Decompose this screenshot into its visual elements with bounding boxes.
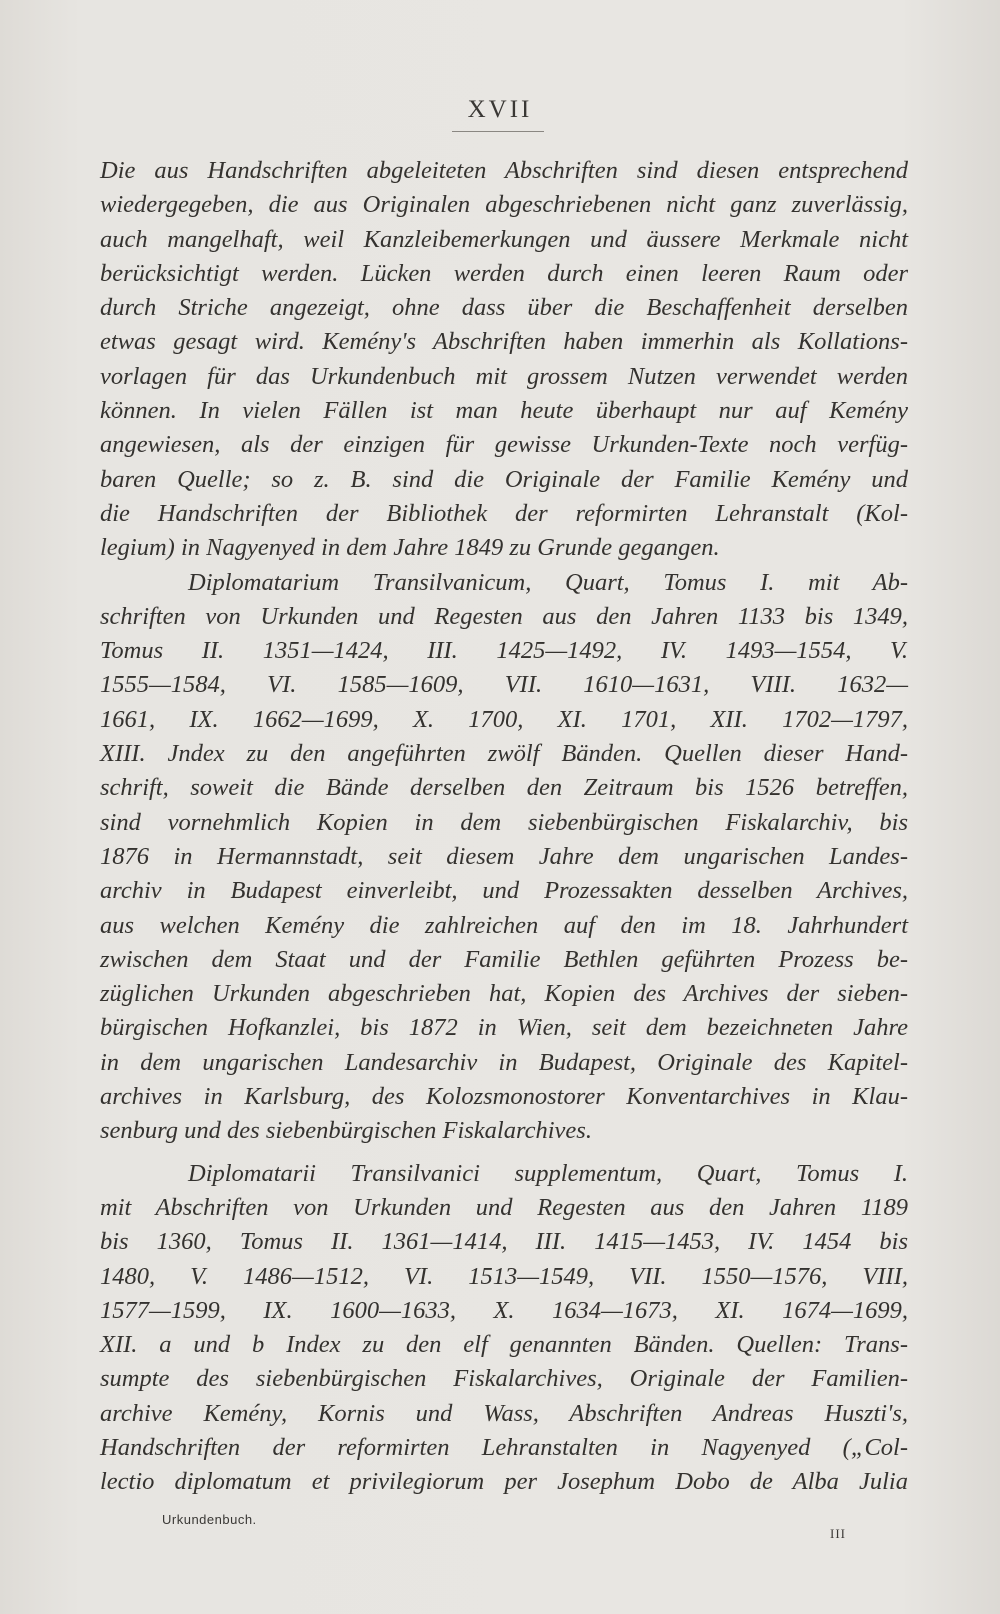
page-number: XVII	[467, 96, 533, 123]
text-line: 1480, V. 1486—1512, VI. 1513—1549, VII. 1550—1576, VIII,	[100, 1262, 908, 1290]
text-line: XIII. Jndex zu den angeführten zwölf Bänden. Quellen dieser Hand-	[100, 740, 908, 768]
text-line: schrift, soweit die Bände derselben den Zeitraum bis 1526 betreffen,	[100, 774, 908, 802]
text-line: senburg und des siebenbürgischen Fiskalarchives.	[100, 1117, 592, 1145]
text-line: zwischen dem Staat und der Familie Bethlen geführten Prozess be-	[100, 945, 908, 973]
text-line: Tomus II. 1351—1424, III. 1425—1492, IV. 1493—1554, V.	[100, 637, 908, 665]
text-line: züglichen Urkunden abgeschrieben hat, Kopien des Archives der sieben-	[100, 980, 908, 1008]
text-line: bürgischen Hofkanzlei, bis 1872 in Wien, seit dem bezeichneten Jahre	[100, 1014, 908, 1042]
body-text	[100, 154, 908, 1500]
text-line: können. In vielen Fällen ist man heute überhaupt nur auf Kemény	[100, 397, 908, 425]
text-line: etwas gesagt wird. Kemény's Abschriften haben immerhin als Kollations-	[100, 328, 908, 356]
text-line: 1577—1599, IX. 1600—1633, X. 1634—1673, XI. 1674—1699,	[100, 1296, 908, 1324]
text-line: 1555—1584, VI. 1585—1609, VII. 1610—1631, VIII. 1632—	[100, 671, 908, 699]
text-line: archives in Karlsburg, des Kolozsmonostorer Konventarchives in Klau-	[100, 1083, 908, 1111]
text-line: berücksichtigt werden. Lücken werden durch einen leeren Raum oder	[100, 259, 908, 287]
text-line: Handschriften der reformirten Lehranstalten in Nagyenyed („Col-	[100, 1433, 908, 1461]
text-line: mit Abschriften von Urkunden und Regesten aus den Jahren 1189	[100, 1193, 908, 1221]
sheet-number: III	[830, 1526, 846, 1541]
text-line: schriften von Urkunden und Regesten aus den Jahren 1133 bis 1349,	[100, 602, 908, 630]
text-line: vorlagen für das Urkundenbuch mit grossem Nutzen verwendet werden	[100, 362, 908, 390]
text-line: XII. a und b Index zu den elf genannten Bänden. Quellen: Trans-	[100, 1331, 908, 1359]
text-line: baren Quelle; so z. B. sind die Originale der Familie Kemény und	[100, 465, 908, 493]
text-line: legium) in Nagyenyed in dem Jahre 1849 zu Grunde gegangen.	[100, 534, 720, 562]
paragraph-gap	[100, 1149, 908, 1157]
text-line: die Handschriften der Bibliothek der reformirten Lehranstalt (Kol-	[100, 499, 908, 527]
text-line: sind vornehmlich Kopien in dem siebenbürgischen Fiskalarchiv, bis	[100, 808, 908, 836]
text-line: Diplomatarii Transilvanici supplementum, Quart, Tomus I.	[188, 1159, 908, 1187]
text-line: durch Striche angezeigt, ohne dass über die Beschaffenheit derselben	[100, 294, 908, 322]
text-line: aus welchen Kemény die zahlreichen auf den im 18. Jahrhundert	[100, 911, 908, 939]
text-line: 1661, IX. 1662—1699, X. 1700, XI. 1701, XII. 1702—1797,	[100, 705, 908, 733]
text-line: bis 1360, Tomus II. 1361—1414, III. 1415—1453, IV. 1454 bis	[100, 1228, 908, 1256]
text-line: in dem ungarischen Landesarchiv in Budapest, Originale des Kapitel-	[100, 1048, 908, 1076]
text-line: 1876 in Hermannstadt, seit diesem Jahre dem ungarischen Landes-	[100, 842, 908, 870]
header-rule	[452, 131, 544, 132]
text-line: archive Kemény, Kornis und Wass, Abschriften Andreas Huszti's,	[100, 1399, 908, 1427]
text-line: auch mangelhaft, weil Kanzleibemerkungen und äussere Merkmale nicht	[100, 225, 908, 253]
text-line: wiedergegeben, die aus Originalen abgeschriebenen nicht ganz zuverlässig,	[100, 191, 908, 219]
signature-mark: Urkundenbuch.	[162, 1512, 257, 1527]
text-line: archiv in Budapest einverleibt, und Prozessakten desselben Archives,	[100, 877, 908, 905]
text-line: angewiesen, als der einzigen für gewisse Urkunden-Texte noch verfüg-	[100, 431, 908, 459]
text-line: Diplomatarium Transilvanicum, Quart, Tomus I. mit Ab-	[188, 568, 908, 596]
text-line: lectio diplomatum et privilegiorum per Josephum Dobo de Alba Julia	[100, 1468, 908, 1496]
text-line: Die aus Handschriften abgeleiteten Abschriften sind diesen entsprechend	[100, 157, 908, 184]
text-line: sumpte des siebenbürgischen Fiskalarchives, Originale der Familien-	[100, 1365, 908, 1393]
